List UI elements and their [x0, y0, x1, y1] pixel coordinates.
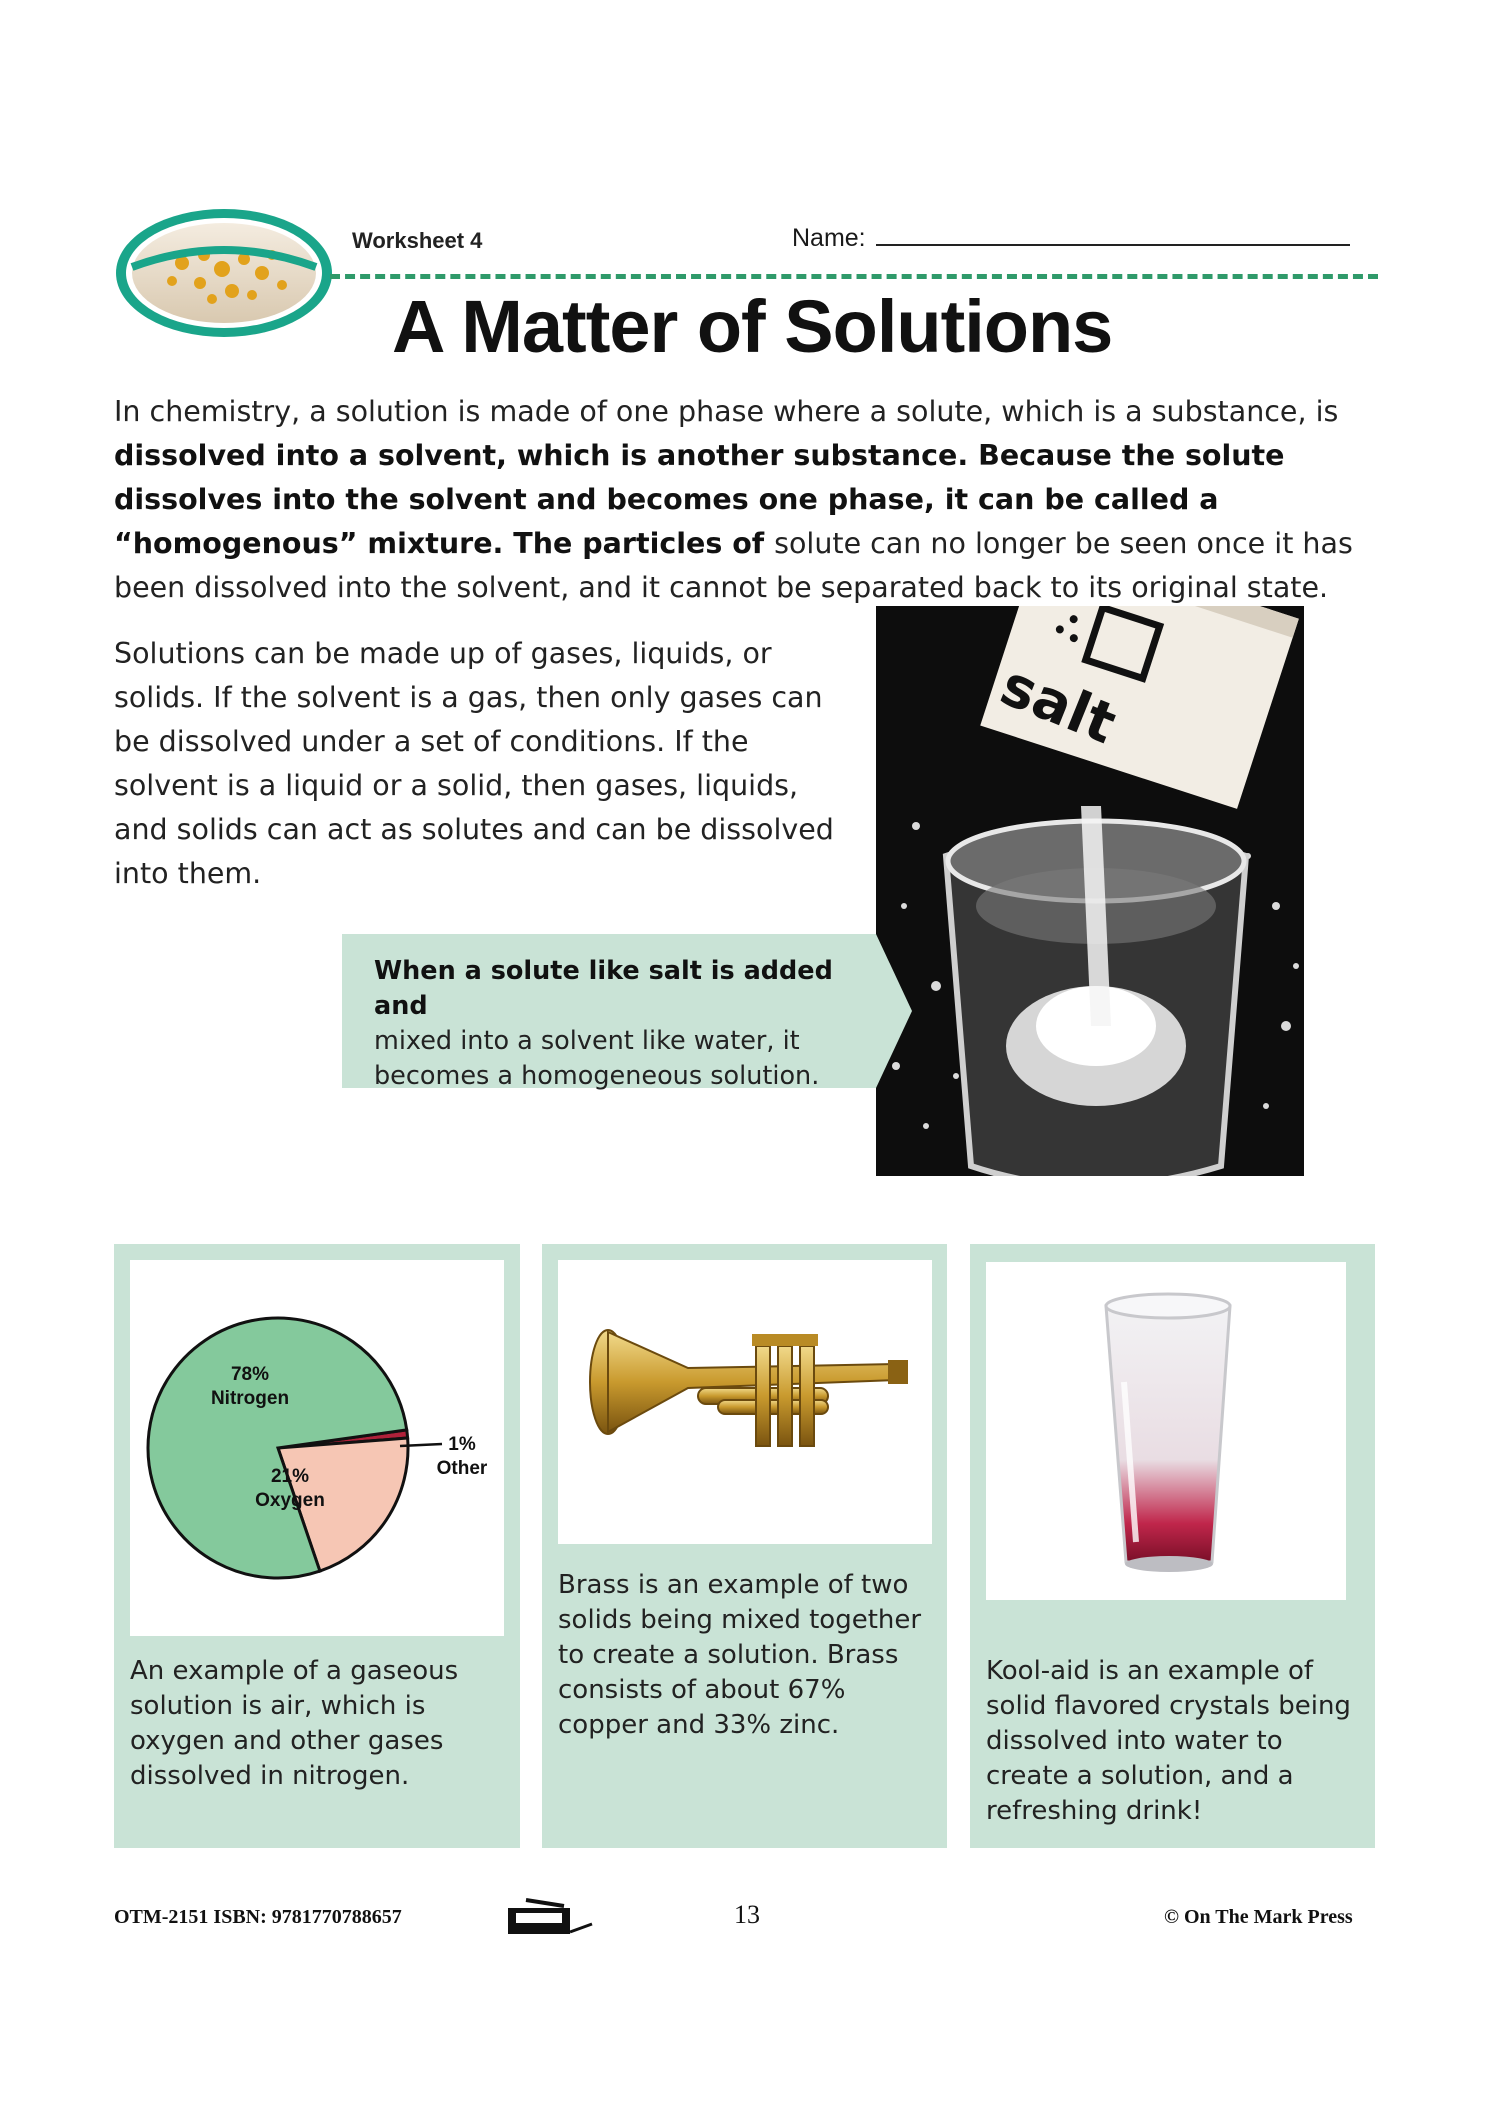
intro-text-bold: dissolved into a solvent, which is another substance. Because the solute dissolves into the solvent and becomes one phase, it can be called a “homogenous” mixture. The particles of: [114, 439, 1285, 560]
oxygen-label: Oxygen: [255, 1490, 325, 1511]
koolaid-glass-photo: [986, 1262, 1346, 1600]
pie-slices: [148, 1318, 408, 1578]
salt-packet-label: salt: [991, 652, 1125, 758]
name-label: Name:: [792, 224, 866, 252]
petri-dish-logo: [112, 203, 336, 343]
page-number: 13: [734, 1900, 760, 1929]
air-composition-pie-chart: [130, 1260, 504, 1636]
koolaid-caption: Kool-aid is an example of solid flavored crystals being dissolved into water to create a solution, and a refreshing drink!: [986, 1656, 1351, 1826]
callout-text: [374, 954, 874, 1094]
worksheet-label: Worksheet 4: [352, 228, 483, 253]
brass-trumpet-photo: [558, 1260, 932, 1544]
callout-first-line: When a solute like salt is added and: [374, 956, 833, 1021]
callout-pointer: [876, 934, 912, 1088]
brass-caption: Brass is an example of two solids being mixed together to create a solution. Brass consists of about 67% copper and 33% zinc.: [558, 1570, 922, 1740]
reproducible-copier-icon: [506, 1896, 596, 1940]
intro-paragraph: [114, 390, 1384, 610]
oxygen-value-label: 21%: [270, 1466, 310, 1487]
salt-into-water-photo: [876, 606, 1304, 1176]
intro-text-start: In chemistry, a solution is made of one phase where a solute, which is a substance, is: [114, 395, 1339, 428]
nitrogen-value-label: 78%: [230, 1364, 270, 1385]
name-field[interactable]: [876, 244, 1350, 246]
nitrogen-label: Nitrogen: [210, 1388, 290, 1409]
other-value-label: 1%: [448, 1434, 476, 1455]
intro-text-end: solute can no longer be seen once it has been dissolved into the solvent, and it cannot be separated back to its original state.: [114, 527, 1353, 604]
callout-rest: mixed into a solvent like water, it becomes a homogeneous solution.: [374, 1026, 820, 1091]
air-caption: An example of a gaseous solution is air, which is oxygen and other gases dissolved in nitrogen.: [130, 1656, 459, 1791]
page-title: A Matter of Solutions: [392, 285, 1113, 368]
dashed-divider: [330, 274, 1378, 279]
other-label: Other: [436, 1458, 488, 1479]
footer-copyright: © On The Mark Press: [1164, 1906, 1353, 1928]
solutions-paragraph: Solutions can be made up of gases, liquids, or solids. If the solvent is a gas, then only gases can be dissolved under a set of conditions. If the solvent is a liquid or a solid, then gases, liquids, and solids can act as solutes and can be dissolved into them.: [114, 637, 834, 890]
footer-isbn: OTM-2151 ISBN: 9781770788657: [114, 1906, 402, 1928]
